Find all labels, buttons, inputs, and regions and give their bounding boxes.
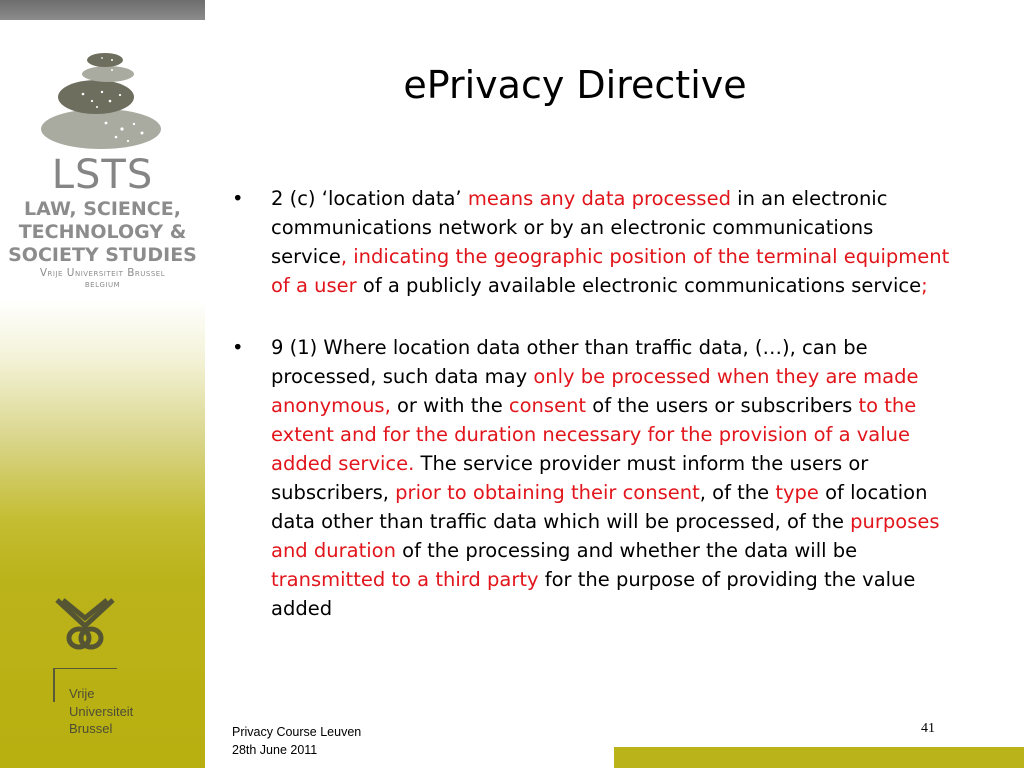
bullet-segment-highlight: transmitted to a third party <box>271 568 539 591</box>
bullet-item-location-data <box>232 184 952 300</box>
vub-rule-horizontal <box>53 668 117 669</box>
bullet-dot: • <box>232 187 244 210</box>
bullet-segment-highlight: prior to obtaining their consent <box>395 481 700 504</box>
sidebar-top-bar <box>0 0 205 20</box>
bullet-segment: The service provider must inform the users or subscribers, <box>271 452 869 504</box>
bullet-segment-highlight: , indicating the geographic position of the terminal equipment of a user <box>271 245 950 297</box>
vub-line-1: Vrije <box>69 686 95 701</box>
footer-caption <box>232 723 361 759</box>
footer-accent-bar <box>614 747 1024 768</box>
lsts-country: BELGIUM <box>84 281 121 289</box>
vub-line-3: Brussel <box>69 721 113 736</box>
bullet-segment: , of the <box>699 481 776 504</box>
bullet-segment: or with the <box>390 394 509 417</box>
vub-emblem-icon <box>55 596 115 652</box>
lsts-line-3: SOCIETY STUDIES <box>8 244 197 266</box>
bullet-segment-highlight: purposes and duration <box>271 510 940 562</box>
bullet-segment: in an electronic communications network or by an electronic communications service <box>271 187 888 268</box>
bullet-segment-highlight: ; <box>921 274 928 297</box>
lsts-line-1: LAW, SCIENCE, <box>24 198 181 220</box>
bullet-segment: of a publicly available electronic communications service <box>356 274 922 297</box>
bullet-segment-highlight: to the extent and for the duration necessary for the provision of a value added service. <box>271 394 917 475</box>
sidebar <box>0 0 205 768</box>
bullet-segment: of the users or subscribers <box>586 394 859 417</box>
vub-wordmark <box>69 685 133 738</box>
footer-date: 28th June 2011 <box>232 743 318 757</box>
lsts-line-2: TECHNOLOGY & <box>18 221 187 243</box>
vub-line-2: Universiteit <box>69 703 134 719</box>
vub-rule-vertical <box>53 668 55 702</box>
stacked-stones-icon <box>36 45 166 155</box>
bullet-segment-highlight: means any data processed <box>467 187 731 210</box>
bullet-item-article-9 <box>232 333 952 623</box>
bullet-segment: of the processing and whether the data will be <box>395 539 858 562</box>
bullet-segment: 9 (1) Where location data other than traffic data, (…), can be processed, such data may <box>271 336 868 388</box>
page-number: 41 <box>921 721 935 736</box>
lsts-abbreviation: LSTS <box>51 152 154 198</box>
lsts-university: Vrije Universiteit Brussel <box>39 267 166 279</box>
bullet-dot: • <box>232 336 244 359</box>
bullet-segment-highlight: consent <box>508 394 587 417</box>
bullet-segment: of location data other than traffic data which will be processed, of the <box>271 481 928 533</box>
slide-title: ePrivacy Directive <box>403 63 747 107</box>
bullet-segment: 2 (c) ‘location data’ <box>271 187 468 210</box>
bullet-list <box>232 184 952 623</box>
bullet-segment-highlight: only be processed when they are made anonymous, <box>271 365 919 417</box>
bullet-segment: for the purpose of providing the value added <box>271 568 916 620</box>
footer-course: Privacy Course Leuven <box>232 725 362 739</box>
bullet-segment-highlight: type <box>775 481 819 504</box>
